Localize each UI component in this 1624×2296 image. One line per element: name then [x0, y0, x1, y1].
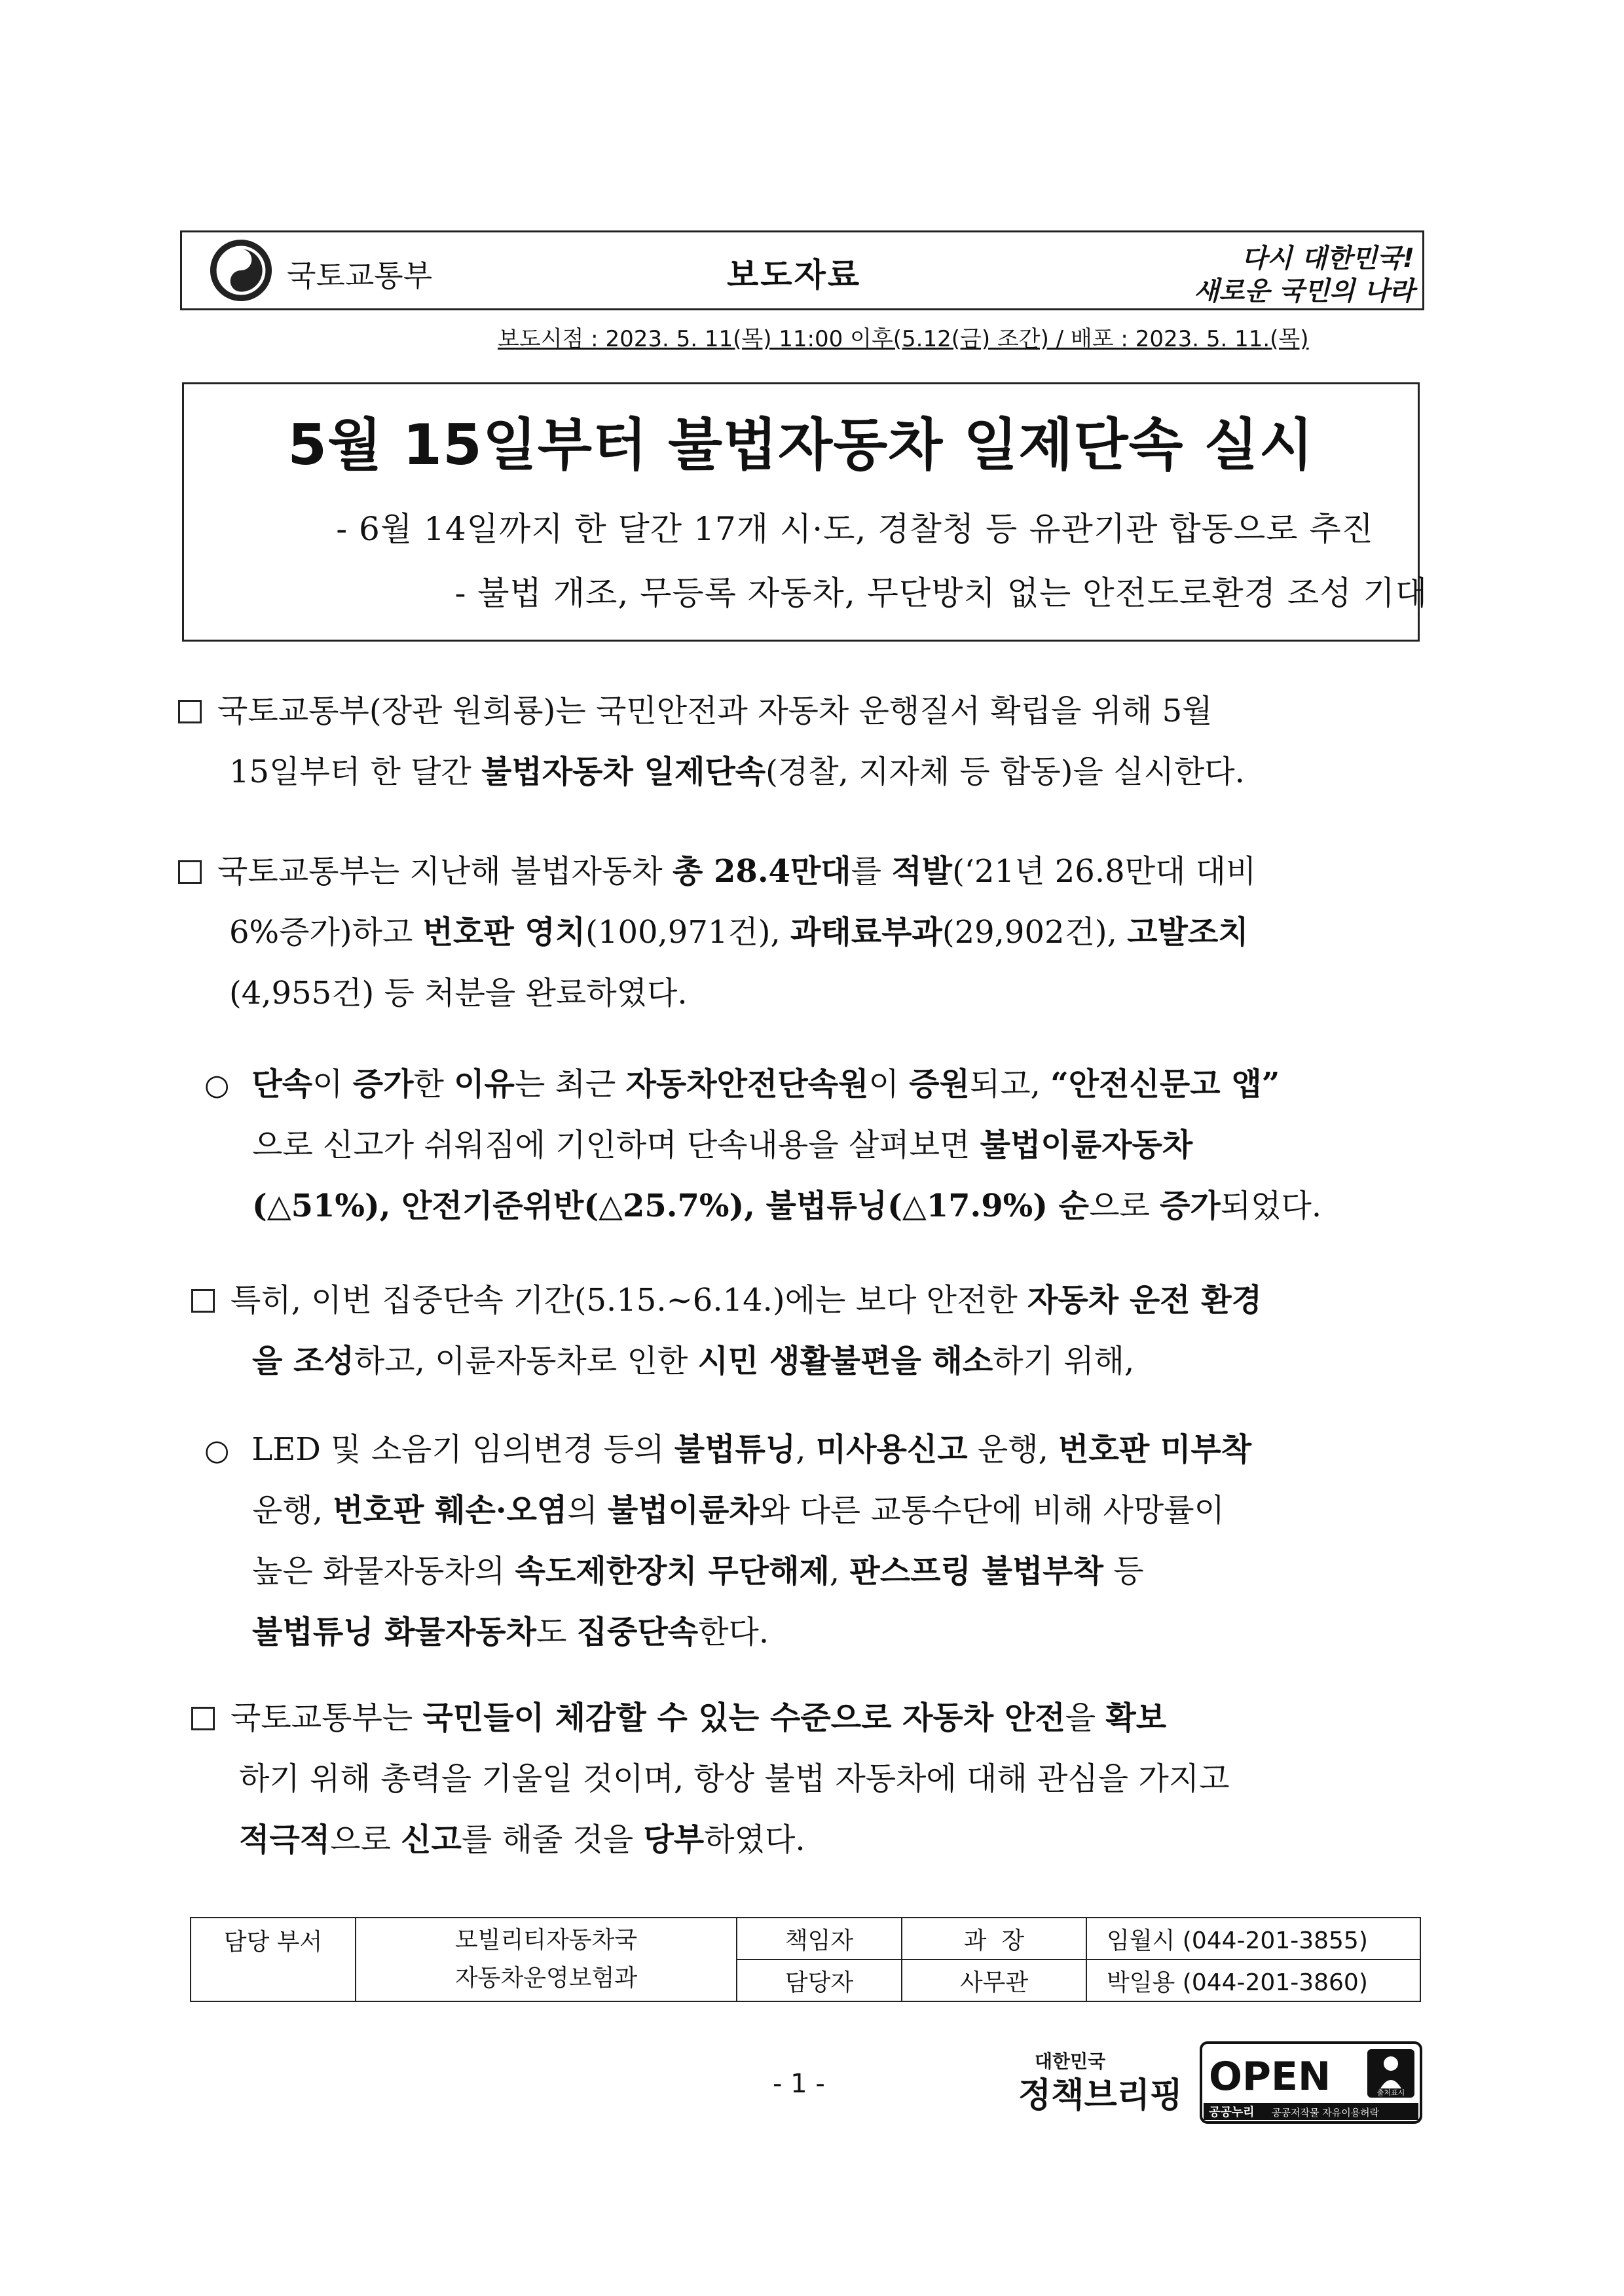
square-bullet-icon [178, 700, 202, 723]
p4-emphasis: 자동차 운전 환경 [1027, 1282, 1262, 1319]
briefing-top-text: 대한민국 [1035, 2050, 1106, 2072]
p3-text: 으로 [1089, 1188, 1160, 1224]
p5-emphasis: 번호판 미부착 [1058, 1431, 1252, 1468]
p1-line-2-end: (경찰, 지자체 등 합동)을 실시한다. [766, 754, 1245, 790]
p5-emphasis: 미사용신고 [815, 1431, 968, 1468]
p6-emphasis: 확보 [1105, 1700, 1167, 1736]
p3-emphasis: 불법이륜자동차 [980, 1127, 1193, 1163]
p6-emphasis: 적극적 [239, 1821, 331, 1858]
p2-emphasis: 총 28.4만대 [672, 853, 851, 890]
p3-text: 는 최근 [514, 1066, 626, 1102]
person-cell: 임월시 (044-201-3855) [1086, 1918, 1420, 1959]
p2-text: (4,955건) 등 처분을 완료하였다. [229, 975, 688, 1011]
p6-text: 를 해줄 것을 [461, 1821, 644, 1858]
p6-text: 하기 위해 총력을 기울일 것이며, 항상 불법 자동차에 대해 관심을 가지고 [239, 1760, 1230, 1797]
p3-text: 한 [413, 1066, 454, 1102]
open-label: OPEN [1209, 2054, 1331, 2100]
p5-emphasis: 불법튜닝 화물자동차 [252, 1614, 537, 1650]
p6-emphasis: 국민들이 체감할 수 있는 수준으로 자동차 안전 [422, 1700, 1065, 1736]
kogl-open-license-logo [1200, 2041, 1422, 2124]
square-bullet-icon [191, 1707, 215, 1730]
p2-text: (100,971건), [585, 914, 791, 951]
open-desc-text: 공공저작물 자유이용허락 [1272, 2107, 1380, 2119]
p4-text: 하고, 이륜자동차로 인한 [354, 1343, 698, 1379]
p3-text: 이 [312, 1066, 353, 1102]
doc-type-label: 보도자료 [727, 256, 862, 294]
p3-emphasis: 증가 [352, 1066, 414, 1102]
p2-text: (‘21년 26.8만대 대비 [952, 853, 1257, 890]
p5-text: 등 [1103, 1553, 1144, 1590]
p3-emphasis: 단속 [251, 1066, 313, 1102]
slogan-line-1: 다시 대한민국! [1241, 244, 1414, 274]
p3-emphasis: 자동차안전단속원 [625, 1066, 869, 1102]
title-cell: 과 장 [902, 1918, 1086, 1959]
p3-emphasis: 증가 [1160, 1188, 1221, 1224]
p2-text: 를 [851, 853, 892, 890]
p5-emphasis: 속도제한장치 무단해제 [515, 1553, 830, 1590]
release-info: 보도시점 : 2023. 5. 11(목) 11:00 이후(5.12(금) 조간) / 배포 : 2023. 5. 11.(목) [498, 326, 1309, 352]
p6-emphasis: 신고 [401, 1821, 462, 1858]
subtitle-2: - 불법 개조, 무등록 자동차, 무단방치 없는 안전도로환경 조성 기대 [454, 574, 1428, 612]
p5-emphasis: 불법튜닝 [674, 1431, 796, 1468]
role-cell: 담당자 [737, 1959, 902, 2001]
p1-line-2-text: 15일부터 한 달간 [229, 754, 482, 790]
p2-text: (29,902건), [942, 914, 1128, 951]
p5-text: , [829, 1553, 850, 1590]
p5-emphasis: 판스프링 불법부착 [849, 1553, 1104, 1590]
p5-text: LED 및 소음기 임의변경 등의 [251, 1431, 674, 1468]
p3-emphasis: 이유 [454, 1066, 515, 1102]
circle-bullet-icon: ○ [204, 1068, 230, 1102]
role-cell: 책임자 [737, 1918, 902, 1959]
dept-name [356, 1918, 737, 2001]
page-number: - 1 - [773, 2069, 825, 2099]
p3-text: 이 [868, 1066, 910, 1102]
p2-emphasis: 적발 [891, 853, 953, 890]
p6-emphasis: 당부 [643, 1821, 705, 1858]
p4-emphasis: 을 조성 [252, 1343, 354, 1379]
p6-text: 으로 [330, 1821, 401, 1858]
main-title: 5월 15일부터 불법자동차 일제단속 실시 [287, 412, 1314, 478]
p2-text: 6%증가)하고 [229, 914, 423, 951]
slogan [1133, 237, 1421, 309]
person-cell: 박일용 (044-201-3860) [1086, 1959, 1420, 2001]
dept-label: 담당 부서 [191, 1918, 356, 2001]
dept-line-1: 모빌리티자동차국 [454, 1927, 638, 1954]
p5-text: 높은 화물자동차의 [252, 1553, 515, 1590]
p6-text: 국토교통부는 [231, 1700, 423, 1736]
square-bullet-icon [191, 1289, 215, 1313]
p2-emphasis: 과태료부과 [790, 914, 942, 951]
p2-text: 국토교통부는 지난해 불법자동차 [217, 853, 673, 890]
contact-table [190, 1917, 1421, 2002]
p6-text: 하였다. [704, 1821, 805, 1858]
p5-text: 의 [567, 1492, 608, 1529]
p5-emphasis: 집중단속 [576, 1614, 699, 1650]
p3-emphasis: “안전신문고 앱” [1050, 1066, 1280, 1102]
p5-emphasis: 번호판 훼손·오염 [333, 1492, 568, 1529]
slogan-line-2: 새로운 국민의 나라 [1194, 276, 1414, 306]
p4-text: 특히, 이번 집중단속 기간(5.15.~6.14.)에는 보다 안전한 [231, 1282, 1027, 1319]
subtitle-1: - 6월 14일까지 한 달간 17개 시·도, 경찰청 등 유관기관 합동으로 추진 [336, 510, 1374, 548]
p5-text: 운행, [967, 1431, 1059, 1468]
p5-text: 와 다른 교통수단에 비해 사망률이 [759, 1492, 1225, 1529]
p1-emphasis: 불법자동차 일제단속 [481, 754, 766, 790]
p6-text: 을 [1065, 1700, 1106, 1736]
p2-emphasis: 번호판 영치 [422, 914, 586, 951]
title-cell: 사무관 [902, 1959, 1086, 2001]
p3-emphasis: (△51%), 안전기준위반(△25.7%), 불법튜닝(△17.9%) 순 [252, 1188, 1090, 1224]
table-row [191, 1918, 1420, 1959]
dept-line-2: 자동차운영보험과 [454, 1965, 638, 1992]
taegeuk-logo-icon [210, 239, 272, 302]
p2-emphasis: 고발조치 [1127, 914, 1249, 951]
p4-emphasis: 시민 생활불편을 해소 [697, 1343, 993, 1379]
p5-text: , [796, 1431, 816, 1468]
briefing-main-text: 정책브리핑 [1018, 2076, 1183, 2115]
square-bullet-icon [178, 860, 202, 884]
p5-text: 한다. [698, 1614, 769, 1650]
p4-text: 하기 위해, [993, 1343, 1135, 1379]
p3-text: 되고, [969, 1066, 1051, 1102]
p5-text: 운행, [252, 1492, 333, 1529]
p3-emphasis: 증원 [909, 1066, 970, 1102]
p5-text: 도 [536, 1614, 577, 1650]
policy-briefing-logo [1015, 2043, 1192, 2121]
circle-bullet-icon: ○ [204, 1434, 230, 1467]
open-sub-text: 공공누리 [1209, 2105, 1255, 2119]
p3-text: 으로 신고가 쉬워짐에 기인하며 단속내용을 살펴보면 [252, 1127, 980, 1163]
p5-emphasis: 불법이륜차 [607, 1492, 760, 1529]
open-badge-text: 출처표시 [1376, 2088, 1405, 2097]
p1-line-1: 국토교통부(장관 원희룡)는 국민안전과 자동차 운행질서 확립을 위해 5월 [217, 693, 1213, 729]
ministry-name: 국토교통부 [287, 258, 433, 293]
p3-text: 되었다. [1220, 1188, 1322, 1224]
